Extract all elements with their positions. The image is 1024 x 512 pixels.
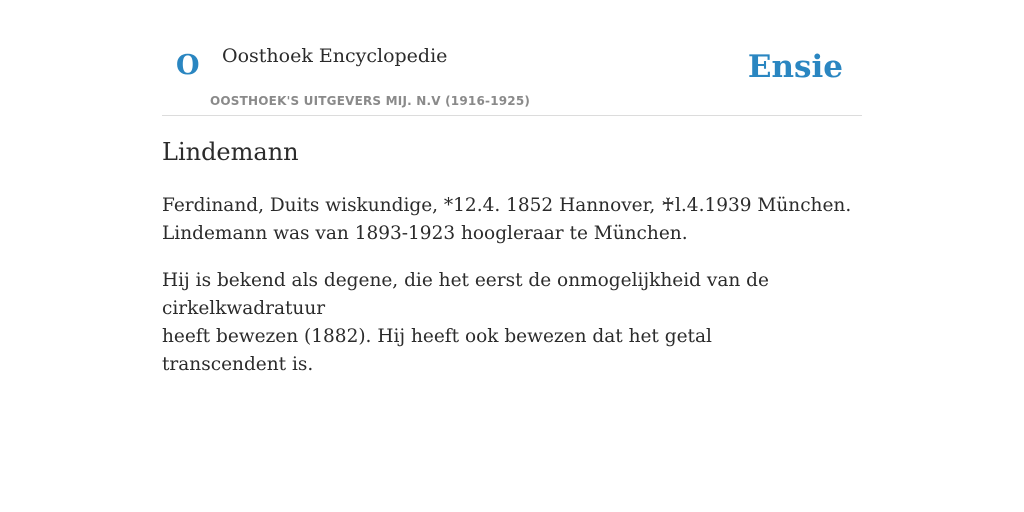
page [162, 0, 862, 375]
paragraph-2-line-1: Hij is bekend als degene, die het eerst de onmogelijkheid van de cirkelkwadratuur [162, 270, 769, 319]
paragraph-1-line-1: Ferdinand, Duits wiskundige, *12.4. 1852 Hannover, ♰l.4.1939 München. [162, 195, 852, 216]
site-header [162, 0, 862, 116]
logo-letter-link[interactable]: O [176, 50, 200, 81]
paragraph-2-line-2-end: transcendent is. [162, 354, 314, 375]
entry-paragraph-1 [162, 192, 862, 248]
paragraph-1-line-2: Lindemann was van 1893-1923 hoogleraar te München. [162, 223, 688, 244]
site-title-link[interactable]: Oosthoek Encyclopedie [222, 45, 448, 67]
entry-paragraph-2 [162, 267, 862, 379]
paragraph-2-line-2-start: heeft bewezen (1882). Hij heeft ook bewezen dat het getal [162, 326, 712, 347]
entry-title: Lindemann [162, 138, 299, 166]
ensie-brand-link[interactable]: Ensie [747, 49, 843, 85]
publisher-subtitle: OOSTHOEK'S UITGEVERS MIJ. N.V (1916-1925) [210, 94, 531, 108]
